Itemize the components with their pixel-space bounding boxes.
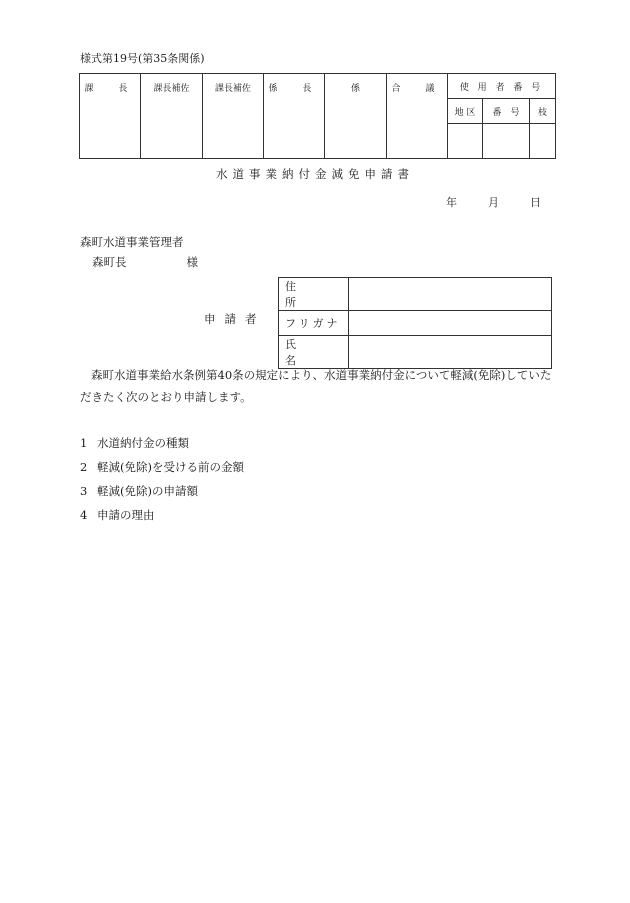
approval-header-label: 合 議 xyxy=(391,84,443,94)
item-text: 申請の理由 xyxy=(97,508,155,522)
applicant-label: 申請者 xyxy=(204,312,266,326)
addressee-title: 森町水道事業管理者 xyxy=(80,235,184,249)
item-text: 水道納付金の種類 xyxy=(97,436,189,450)
form-number: 様式第19号(第35条関係) xyxy=(80,52,205,65)
item-text: 軽減(免除)の申請額 xyxy=(97,484,198,498)
list-item xyxy=(80,460,244,484)
item-number: 4 xyxy=(80,508,88,522)
date-line xyxy=(446,194,541,210)
user-number-number-label: 番 号 xyxy=(483,99,530,124)
date-year-label: 年 xyxy=(446,196,457,209)
address-field[interactable] xyxy=(349,278,552,311)
addressee-name xyxy=(92,254,198,270)
approval-stamp-table xyxy=(79,73,556,159)
approval-header-label: 課 長 xyxy=(84,84,136,94)
list-item xyxy=(80,436,244,460)
approval-header-label: 課長補佐 xyxy=(153,84,190,94)
approval-cell-section-chief xyxy=(80,74,141,159)
approval-header-label: 課長補佐 xyxy=(214,84,251,94)
approval-header-label: 係 長 xyxy=(268,84,320,94)
name-label: 氏名 xyxy=(285,338,320,367)
user-number-header: 使 用 者 番 号 xyxy=(448,74,556,99)
addressee-mayor: 森町長 xyxy=(92,255,127,269)
approval-cell-deputy-1 xyxy=(141,74,203,159)
list-item xyxy=(80,484,244,508)
user-number-district-field[interactable] xyxy=(448,124,483,159)
approval-header-label: 係 xyxy=(350,84,360,94)
item-number: 3 xyxy=(80,484,88,498)
applicant-row-furigana xyxy=(279,311,552,336)
item-number: 2 xyxy=(80,460,88,474)
document-title: 水道事業納付金減免申請書 xyxy=(216,167,414,181)
item-number: 1 xyxy=(80,436,88,450)
date-day-label: 日 xyxy=(530,196,541,209)
approval-cell-subsection-chief xyxy=(264,74,325,159)
approval-cell-consultation xyxy=(387,74,448,159)
user-number-branch-field[interactable] xyxy=(530,124,556,159)
item-list xyxy=(80,436,244,532)
list-item xyxy=(80,508,244,532)
address-label: 住所 xyxy=(285,280,320,309)
addressee-honorific: 様 xyxy=(186,255,198,269)
application-statement: 森町水道事業給水条例第40条の規定により、水道事業納付金について軽減(免除)していただきたく次のとおり申請します。 xyxy=(80,368,552,404)
furigana-label: フリガナ xyxy=(285,317,341,330)
item-text: 軽減(免除)を受ける前の金額 xyxy=(97,460,244,474)
user-number-district-label: 地 区 xyxy=(448,99,483,124)
approval-cell-staff xyxy=(325,74,387,159)
approval-cell-deputy-2 xyxy=(203,74,264,159)
user-number-branch-label: 枝 xyxy=(530,99,556,124)
user-number-number-field[interactable] xyxy=(483,124,530,159)
furigana-field[interactable] xyxy=(349,311,552,336)
date-month-label: 月 xyxy=(488,196,499,209)
applicant-table xyxy=(278,277,552,369)
applicant-row-address xyxy=(279,278,552,311)
